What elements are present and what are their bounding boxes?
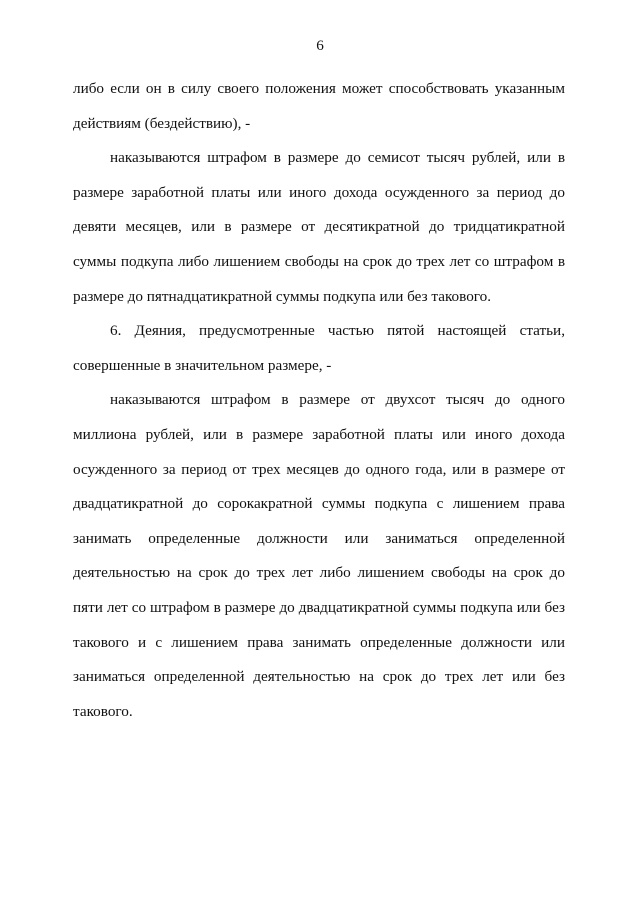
paragraph-penalty-6: наказываются штрафом в размере от двухсот тысяч до одного миллиона рублей, или в размере заработной платы или иного дохода осужденного за период от трех месяцев до одного года, или в размере от двадцатикратной до сорокакратной суммы подкупа с лишением права занимать определенные должности или заниматься определенной деятельностью на срок до трех лет либо лишением свободы на срок до пяти лет со штрафом в размере до двадцатикратной суммы подкупа или без такового и с лишением права занимать определенные должности или заниматься определенной деятельностью на срок до трех лет или без такового. bbox=[73, 391, 565, 720]
paragraph-clause-6: 6. Деяния, предусмотренные частью пятой настоящей статьи, совершенные в значительном размере, - bbox=[73, 322, 565, 374]
page-number: 6 bbox=[316, 37, 324, 54]
paragraph-continuation: либо если он в силу своего положения может способствовать указанным действиям (бездействию), - bbox=[73, 80, 565, 132]
document-body bbox=[73, 72, 565, 729]
paragraph-penalty-5: наказываются штрафом в размере до семисот тысяч рублей, или в размере заработной платы или иного дохода осужденного за период до девяти месяцев, или в размере от десятикратной до тридцатикратной суммы подкупа либо лишением свободы на срок до трех лет со штрафом в размере до пятнадцатикратной суммы подкупа или без такового. bbox=[73, 149, 565, 305]
